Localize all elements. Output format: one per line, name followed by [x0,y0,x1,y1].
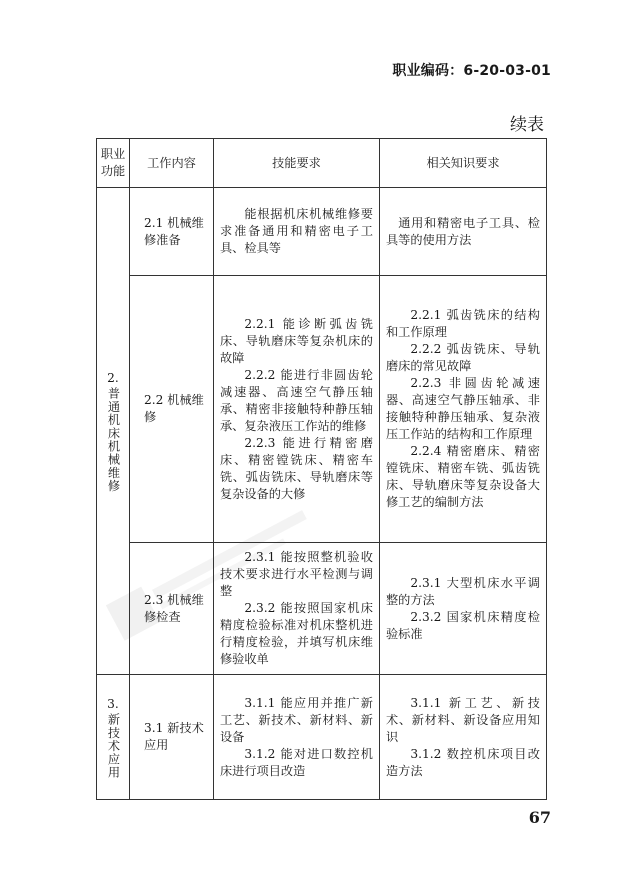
skill-cell [214,188,380,276]
skills-table [96,138,547,800]
knowledge-item: 2.3.1 大型机床水平调整的方法 [386,575,540,607]
knowledge-item: 3.1.1 新工艺、新技术、新材料、新设备应用知识 [386,695,540,744]
table-row [97,276,547,543]
skill-cell [214,276,380,543]
skill-item: 能根据机床机械维修要求准备通用和精密电子工具、检具等 [220,207,373,255]
header-function: 职业 功能 [97,139,130,188]
knowledge-cell [380,188,547,276]
page-number: 67 [528,808,551,827]
table-row [97,543,547,675]
skill-cell [214,543,380,675]
header-work-content: 工作内容 [130,139,214,188]
skill-cell [214,675,380,800]
table-row [97,188,547,276]
header-knowledge-requirements: 相关知识要求 [380,139,547,188]
function-number: 3. [107,696,119,711]
header-skill-requirements: 技能要求 [214,139,380,188]
knowledge-cell [380,276,547,543]
work-content-cell: 2.1 机械维修准备 [130,188,214,276]
skill-item: 2.2.3 能进行精密磨床、精密镗铣床、精密车铣、弧齿铣床、导轨磨床等复杂设备的大修 [220,435,373,501]
knowledge-item: 通用和精密电子工具、检具等的使用方法 [386,215,540,247]
skill-item: 2.3.2 能按照国家机床精度检验标准对机床整机进行精度检验，并填写机床维修验收单 [220,601,373,666]
knowledge-item: 2.3.2 国家机床精度检验标准 [386,609,540,641]
function-number: 2. [107,370,119,385]
occupation-code: 职业编码：6-20-03-01 [392,63,551,79]
skill-item: 3.1.1 能应用并推广新工艺、新技术、新材料、新设备 [220,695,373,744]
function-cell [97,675,130,800]
function-name: 普通机床机械维修 [106,386,121,493]
work-content-cell: 2.2 机械维修 [130,276,214,543]
work-content-cell: 2.3 机械维修检查 [130,543,214,675]
continued-label: 续表 [510,115,544,135]
table-row [97,675,547,800]
function-cell [97,188,130,675]
knowledge-item: 2.2.2 弧齿铣床、导轨磨床的常见故障 [386,342,540,373]
skill-item: 3.1.2 能对进口数控机床进行项目改造 [220,746,373,778]
skill-item: 2.3.1 能按照整机验收技术要求进行水平检测与调整 [220,550,373,598]
knowledge-cell [380,543,547,675]
work-content-cell: 3.1 新技术应用 [130,675,214,800]
function-name: 新技术应用 [106,712,121,779]
knowledge-item: 2.2.1 弧齿铣床的结构和工作原理 [386,308,540,339]
skill-item: 2.2.1 能诊断弧齿铣床、导轨磨床等复杂机床的故障 [220,316,373,365]
table-header-row [97,139,547,188]
knowledge-cell [380,675,547,800]
knowledge-item: 3.1.2 数控机床项目改造方法 [386,746,540,778]
knowledge-item: 2.2.3 非圆齿轮减速器、高速空气静压轴承、非接触特种静压轴承、复杂液压工作站的结构和工作原理 [386,376,540,441]
knowledge-item: 2.2.4 精密磨床、精密镗铣床、精密车铣、弧齿铣床、导轨磨床等复杂设备大修工艺的编制方法 [386,444,540,509]
skill-item: 2.2.2 能进行非圆齿轮减速器、高速空气静压轴承、精密非接触特种静压轴承、复杂液压工作站的维修 [220,367,373,433]
